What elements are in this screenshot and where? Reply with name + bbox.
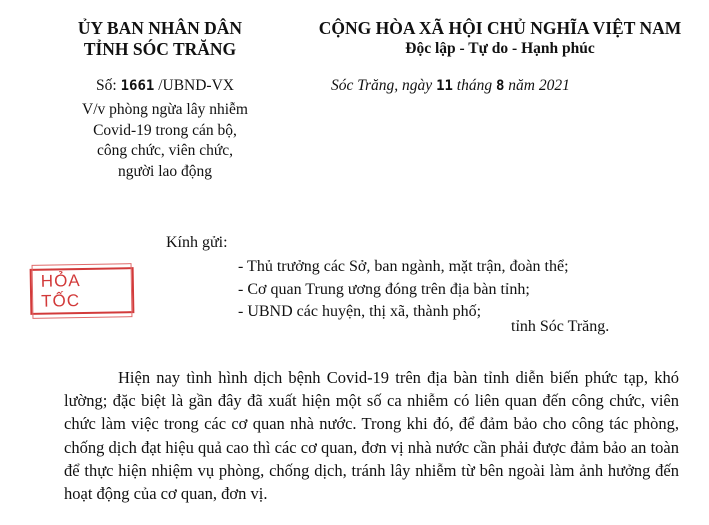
recipient-item: - Cơ quan Trung ương đóng trên địa bàn tỉnh;: [238, 280, 530, 298]
body-paragraph: Hiện nay tình hình dịch bệnh Covid-19 trên địa bàn tỉnh diễn biến phức tạp, khó lường; đặc biệt là gần đây đã xuất hiện một số ca nhiễm có liên quan đến công chức, viên chức làm việc trong các cơ quan nhà nước. Trong khi đó, để đảm bảo cho công tác phòng, chống dịch đạt hiệu quả cao thì các cơ quan, đơn vị nhà nước cần phải được đảm bảo an toàn để thực hiện nhiệm vụ phòng, chống dịch, tránh lây nhiễm từ bên ngoài làm ảnh hưởng đến hoạt động của cơ quan, đơn vị.: [64, 368, 679, 504]
subject-line: V/v phòng ngừa lây nhiễm: [82, 101, 248, 118]
authority-line-1: ỦY BAN NHÂN DÂN: [77, 18, 243, 38]
document-body: [64, 366, 679, 505]
document-number-prefix: Số:: [96, 77, 117, 94]
urgent-stamp: [30, 267, 135, 315]
recipient-province: tỉnh Sóc Trăng.: [511, 318, 610, 335]
dateline-place: Sóc Trăng, ngày: [331, 77, 433, 94]
subject-line: công chức, viên chức,: [96, 142, 233, 159]
dateline-day: 11: [436, 78, 453, 94]
dateline: [331, 77, 570, 95]
subject-line: Covid-19 trong cán bộ,: [93, 121, 237, 139]
authority-line-2: TỈNH SÓC TRĂNG: [83, 39, 237, 59]
issuing-authority-header: [20, 18, 300, 60]
national-title: CỘNG HÒA XÃ HỘI CHỦ NGHĨA VIỆT NAM: [318, 18, 682, 38]
greeting: Kính gửi:: [166, 234, 228, 251]
document-subject: [20, 100, 310, 182]
recipient-item: - UBND các huyện, thị xã, thành phố;: [238, 303, 482, 320]
dateline-year: năm 2021: [508, 77, 570, 94]
recipient-list: [238, 256, 569, 324]
document-number-suffix: /UBND-VX: [158, 77, 234, 94]
national-motto-header: [300, 18, 700, 59]
document-number-value: 1661: [120, 78, 155, 94]
document-number: [20, 77, 310, 95]
urgent-stamp-text: HỎA TỐC: [32, 263, 133, 319]
dateline-month: 8: [495, 78, 505, 94]
dateline-month-label: tháng: [456, 77, 493, 94]
recipient-item: - Thủ trưởng các Sở, ban ngành, mặt trận, đoàn thể;: [238, 258, 569, 275]
subject-line: người lao động: [117, 162, 213, 180]
national-motto: Độc lập - Tự do - Hạnh phúc: [405, 40, 595, 57]
